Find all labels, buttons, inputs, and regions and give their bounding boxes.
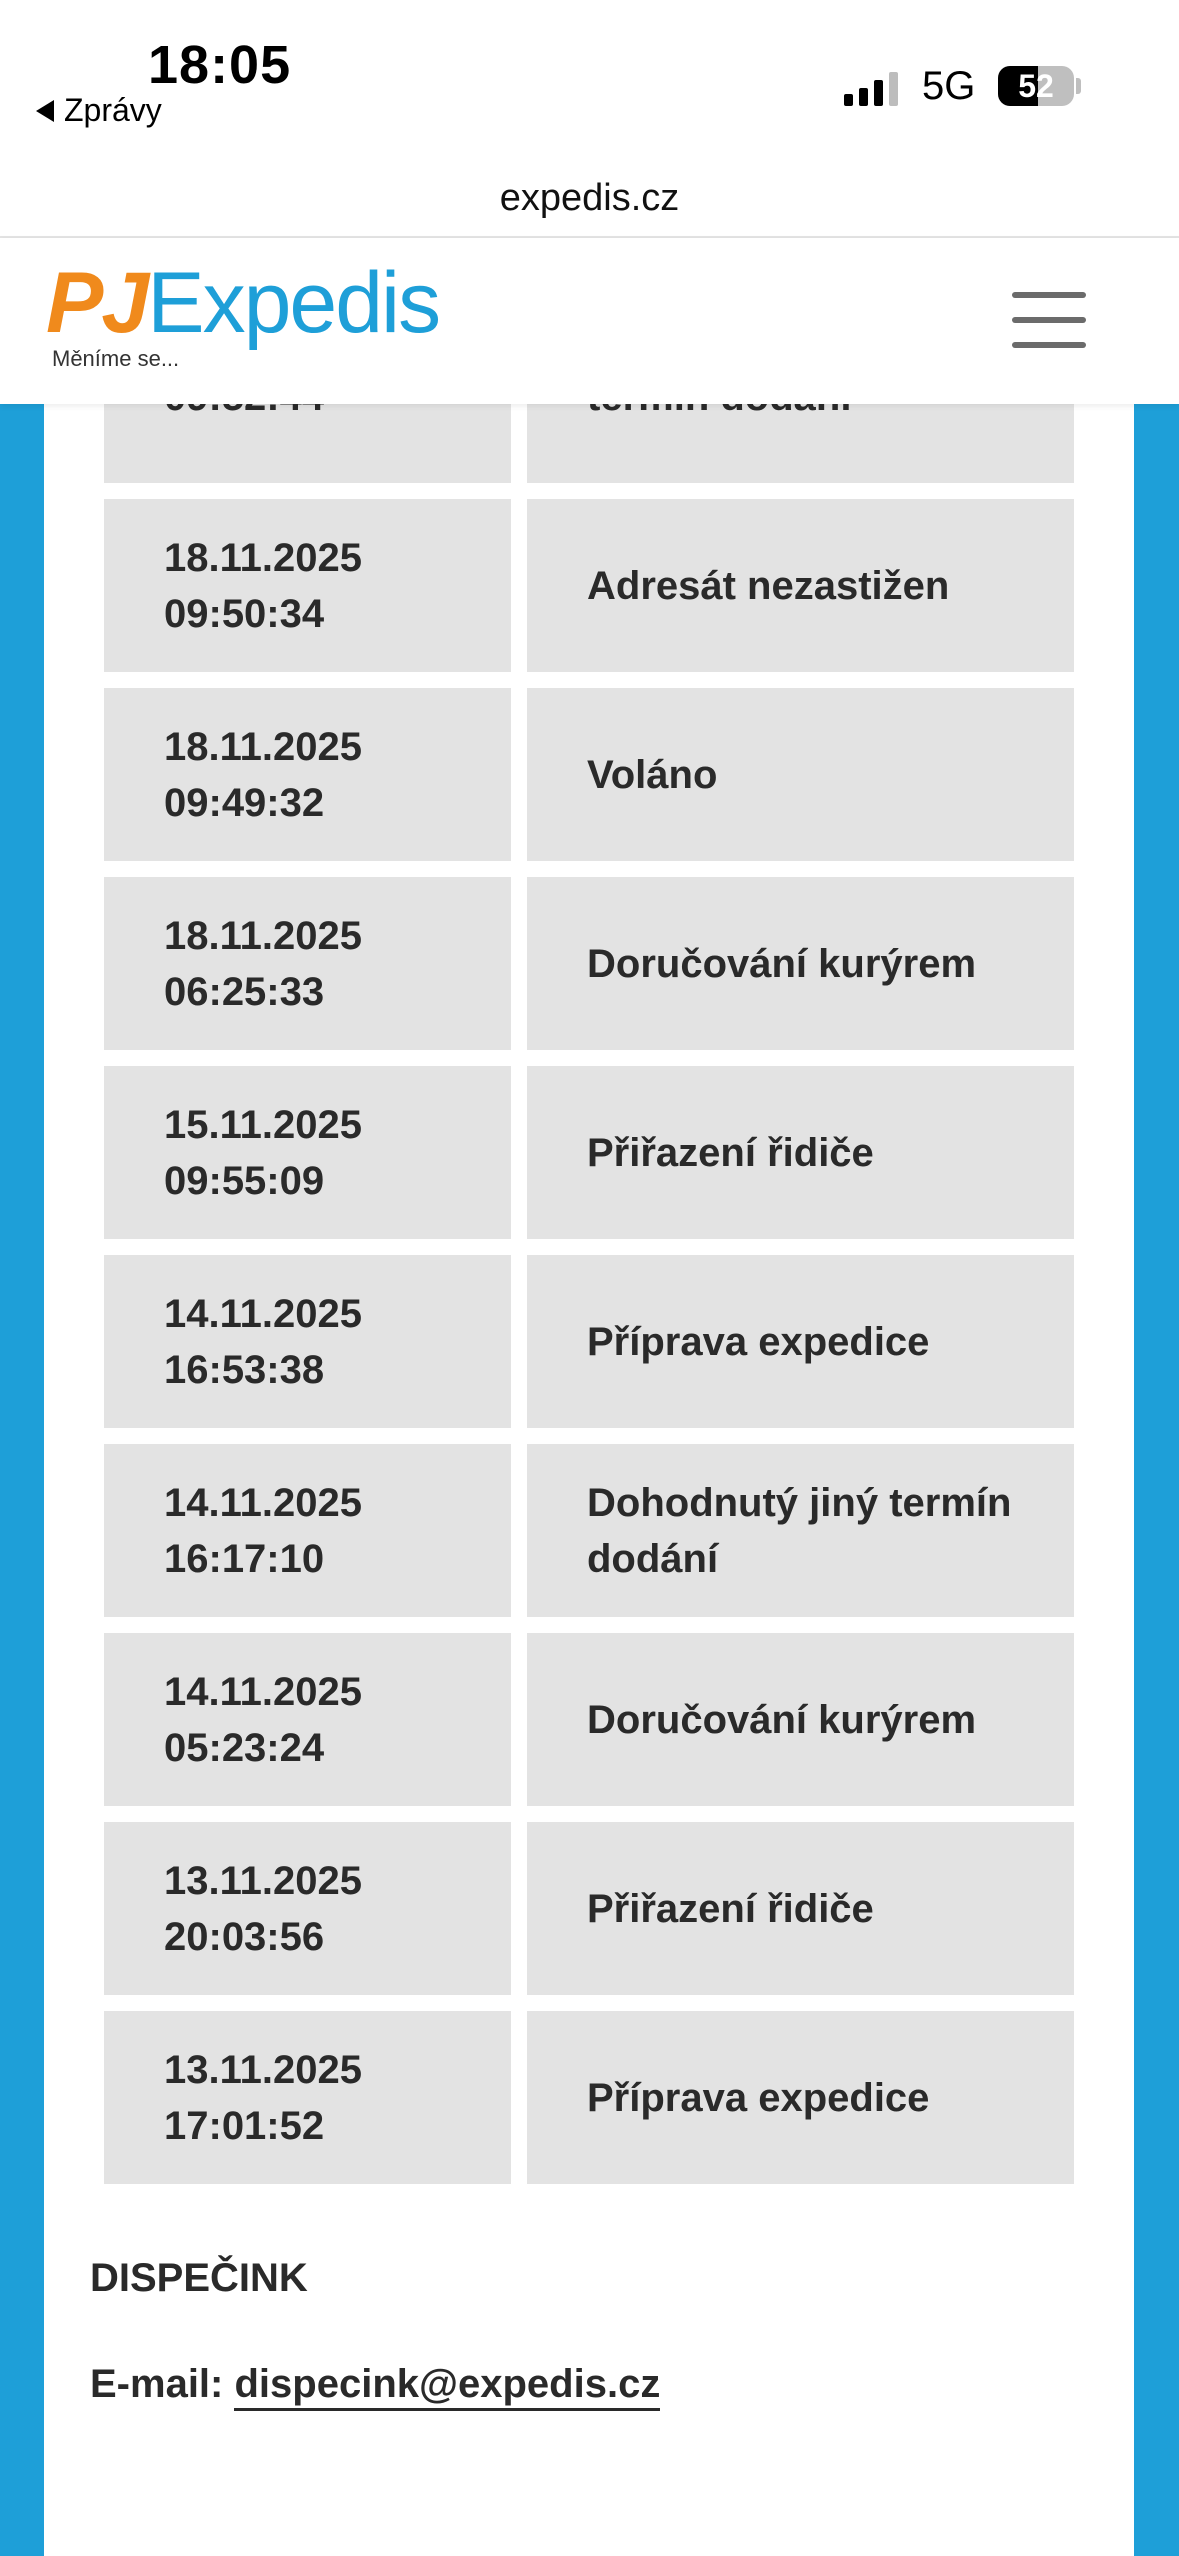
- email-line: [90, 2362, 660, 2407]
- event-time: 09:49:32: [164, 780, 325, 825]
- site-header: [0, 238, 1179, 404]
- table-row: [104, 1633, 1074, 1806]
- event-time: 05:23:24: [164, 1725, 325, 1770]
- event-time: 06:25:33: [164, 969, 325, 1014]
- back-to-app-button[interactable]: [36, 92, 162, 129]
- status-cell: [527, 877, 1074, 1050]
- event-time: 09:50:34: [164, 591, 325, 636]
- date-cell: [104, 2011, 511, 2184]
- event-status: Doručování kurýrem: [587, 1697, 977, 1742]
- email-label: E-mail:: [90, 2362, 224, 2406]
- event-status: Dohodnutý jiný termín dodání: [587, 1480, 1012, 1581]
- event-time: 16:17:10: [164, 1536, 325, 1581]
- site-logo[interactable]: [46, 255, 440, 351]
- event-time: 16:53:38: [164, 1347, 325, 1392]
- logo-pj: PJ: [46, 255, 148, 351]
- status-cell: [527, 2011, 1074, 2184]
- battery-tip: [1076, 78, 1081, 94]
- status-cell: [527, 688, 1074, 861]
- logo-expedis: Expedis: [147, 255, 440, 351]
- date-cell: [104, 1066, 511, 1239]
- event-status: Příprava expedice: [587, 1319, 930, 1364]
- event-date: 15.11.2025: [164, 1102, 362, 1147]
- table-row: [104, 877, 1074, 1050]
- email-link[interactable]: dispecink@expedis.cz: [234, 2362, 660, 2411]
- event-time: 20:03:56: [164, 1914, 325, 1959]
- event-date: 13.11.2025: [164, 2047, 362, 2092]
- table-row: [104, 499, 1074, 672]
- event-status: Voláno: [587, 752, 718, 797]
- event-date: 18.11.2025: [164, 913, 362, 958]
- event-date: 14.11.2025: [164, 1480, 362, 1525]
- event-status: Příprava expedice: [587, 2075, 930, 2120]
- table-row: [104, 1066, 1074, 1239]
- table-row: [104, 688, 1074, 861]
- event-status: Přiřazení řidiče: [587, 1886, 874, 1931]
- status-time: 18:05: [148, 35, 292, 95]
- date-cell: [104, 877, 511, 1050]
- status-cell: [527, 1822, 1074, 1995]
- event-date: 13.11.2025: [164, 1858, 362, 1903]
- content-area: [44, 404, 1134, 2556]
- event-date: 18.11.2025: [164, 724, 362, 769]
- signal-icon: [844, 70, 898, 106]
- dispatch-title: DISPEČINK: [90, 2256, 308, 2300]
- event-time: 09:55:09: [164, 1158, 325, 1203]
- battery-level: 52: [1018, 68, 1054, 104]
- event-time: 17:01:52: [164, 2103, 325, 2148]
- date-cell: [104, 1822, 511, 1995]
- network-type: 5G: [922, 64, 976, 108]
- event-status: Doručování kurýrem: [587, 941, 977, 986]
- status-cell: [527, 1633, 1074, 1806]
- event-status: Přiřazení řidiče: [587, 1130, 874, 1175]
- tagline: Měníme se...: [52, 346, 180, 371]
- event-date: 14.11.2025: [164, 1669, 362, 1714]
- table-row: [104, 1444, 1074, 1617]
- date-cell: [104, 1255, 511, 1428]
- battery-icon: [998, 66, 1074, 106]
- event-status: Adresát nezastižen: [587, 563, 950, 608]
- status-cell: [527, 499, 1074, 672]
- table-row: [104, 1822, 1074, 1995]
- url-bar[interactable]: expedis.cz: [0, 160, 1179, 238]
- back-arrow-icon: [36, 100, 54, 122]
- status-cell: [527, 1066, 1074, 1239]
- back-label: Zprávy: [64, 92, 162, 128]
- date-cell: [104, 688, 511, 861]
- date-cell: [104, 1444, 511, 1617]
- status-bar: [0, 0, 1179, 160]
- status-cell: [527, 1255, 1074, 1428]
- table-row: [104, 1255, 1074, 1428]
- menu-icon[interactable]: [1012, 292, 1086, 350]
- status-cell: [527, 1444, 1074, 1617]
- tracking-table: [104, 310, 1074, 2200]
- date-cell: [104, 1633, 511, 1806]
- event-date: 18.11.2025: [164, 535, 362, 580]
- table-row: [104, 2011, 1074, 2184]
- date-cell: [104, 499, 511, 672]
- event-date: 14.11.2025: [164, 1291, 362, 1336]
